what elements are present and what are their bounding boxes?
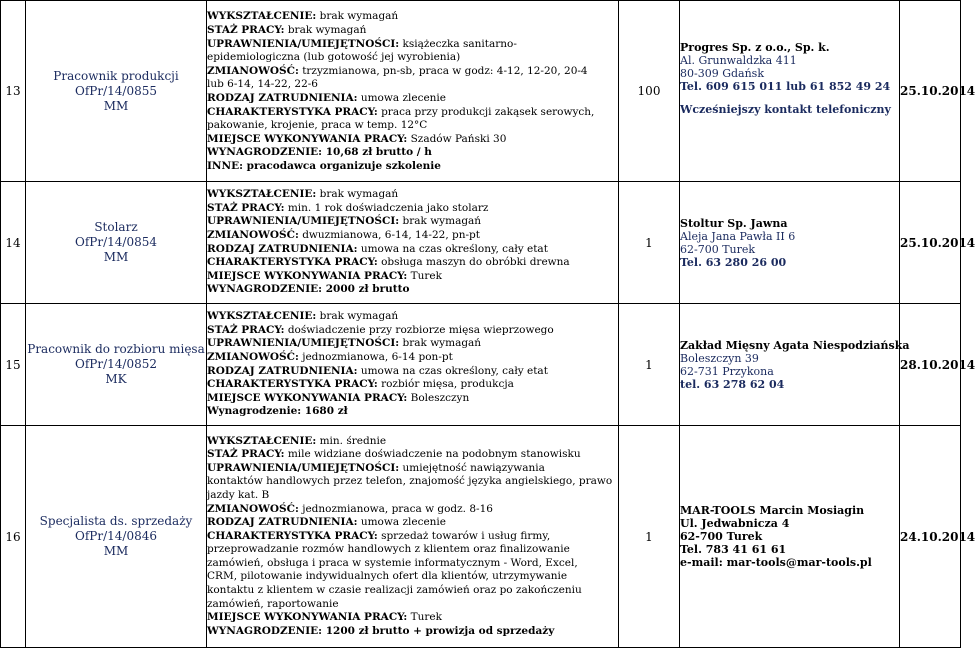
- req-label: WYKSZTAŁCENIE:: [207, 434, 317, 447]
- employer-phone: Tel. 783 41 61 61: [680, 543, 787, 556]
- req-value: umiejętność nawiązywania: [399, 461, 545, 474]
- req-label: WYNAGRODZENIE:: [207, 146, 323, 159]
- req-line: [207, 146, 618, 160]
- offer-number: 13: [1, 1, 26, 182]
- req-value: brak wymagań: [399, 215, 482, 228]
- req-line: [207, 516, 618, 530]
- vacancy-count: 100: [619, 1, 680, 182]
- req-line: [207, 462, 618, 476]
- req-value: epidemiologiczna (lub gotowość jej wyrobienia): [207, 51, 461, 64]
- requirements-cell: [207, 304, 619, 426]
- req-value: brak wymagań: [399, 337, 482, 350]
- employer-cell: [680, 426, 900, 648]
- req-value: umowa na czas określony, cały etat: [357, 242, 548, 255]
- offer-code: OfPr/14/0852: [75, 357, 157, 371]
- req-line: [207, 365, 618, 379]
- req-label: UPRAWNIENIA/UMIEJĘTNOŚCI:: [207, 461, 400, 474]
- req-line: [207, 543, 618, 557]
- employer-note: Wcześniejszy kontakt telefoniczny: [680, 103, 891, 116]
- req-label: MIEJSCE WYKONYWANIA PRACY:: [207, 269, 408, 282]
- req-label: WYKSZTAŁCENIE:: [207, 310, 317, 323]
- advisor-initials: MM: [103, 544, 129, 558]
- position-cell: [26, 426, 207, 648]
- employer-city: 62-731 Przykona: [680, 364, 774, 378]
- employer-street: Al. Grunwaldzka 411: [680, 54, 797, 67]
- req-value: brak wymagań: [316, 310, 399, 323]
- employer-street: Boleszczyn 39: [680, 351, 759, 365]
- req-label: ZMIANOWOŚĆ:: [207, 350, 299, 363]
- position-title: Specjalista ds. sprzedaży: [39, 514, 193, 528]
- req-value: umowa zlecenie: [357, 92, 446, 104]
- req-label: ZMIANOWOŚĆ:: [207, 502, 299, 515]
- req-line: [207, 229, 618, 243]
- employer-email: e-mail: mar-tools@mar-tools.pl: [680, 556, 872, 569]
- req-line: [207, 270, 618, 284]
- requirements-cell: [207, 182, 619, 304]
- req-value: kontaktu z klientem w czasie realizacji zamówień oraz po zakończeniu: [207, 584, 582, 597]
- req-line: [207, 378, 618, 392]
- req-line: [207, 489, 618, 503]
- req-line: [207, 625, 618, 639]
- req-value: Boleszczyn: [407, 391, 470, 404]
- req-line: [207, 188, 618, 202]
- offer-date: 25.10.2014: [900, 182, 961, 304]
- req-value: obsługa maszyn do obróbki drewna: [377, 256, 570, 269]
- req-line: [207, 351, 618, 365]
- req-value: doświadczenie przy rozbiorze mięsa wieprzowego: [284, 323, 554, 336]
- employer-phone: Tel. 63 280 26 00: [680, 255, 787, 269]
- req-value: zamówień, raportowanie: [207, 597, 339, 610]
- req-value: książeczka sanitarno-: [399, 37, 517, 50]
- req-label: RODZAJ ZATRUDNIENIA:: [207, 364, 358, 377]
- position-cell: [26, 1, 207, 182]
- position-cell: [26, 182, 207, 304]
- req-label: STAŻ PRACY:: [207, 201, 285, 214]
- req-line: [207, 475, 618, 489]
- req-value: dwuzmianowa, 6-14, 14-22, pn-pt: [298, 228, 480, 241]
- req-line: [207, 611, 618, 625]
- req-line: [207, 435, 618, 449]
- req-line: [207, 119, 618, 133]
- req-line: [207, 283, 618, 297]
- employer-name: Zakład Mięsny Agata Niespodziańska: [680, 338, 910, 352]
- req-value: pracodawca organizuje szkolenie: [243, 159, 441, 172]
- req-line: [207, 503, 618, 517]
- position-cell: [26, 304, 207, 426]
- employer-city: 62-700 Turek: [680, 530, 763, 543]
- req-value: 10,68 zł brutto / h: [322, 146, 432, 159]
- req-line: [207, 24, 618, 38]
- req-label: WYNAGRODZENIE:: [207, 624, 323, 637]
- employer-street: Ul. Jedwabnicza 4: [680, 517, 790, 530]
- req-line: [207, 38, 618, 52]
- req-line: [207, 557, 618, 571]
- req-value: jednozmianowa, 6-14 pon-pt: [298, 350, 453, 363]
- req-value: 2000 zł brutto: [322, 283, 410, 296]
- req-label: STAŻ PRACY:: [207, 323, 285, 336]
- req-line: [207, 65, 618, 79]
- req-line: [207, 243, 618, 257]
- req-line: [207, 448, 618, 462]
- req-value: Turek: [407, 269, 442, 282]
- req-label: WYKSZTAŁCENIE:: [207, 10, 317, 23]
- employer-city: 62-700 Turek: [680, 242, 756, 256]
- req-line: [207, 106, 618, 120]
- offer-date: 28.10.2014: [900, 304, 961, 426]
- req-label: ZMIANOWOŚĆ:: [207, 64, 299, 77]
- req-value: CRM, pilotowanie indywidualnych ofert dla klientów, utrzymywanie: [207, 570, 568, 583]
- employer-phone: tel. 63 278 62 04: [680, 377, 785, 391]
- req-label: Wynagrodzenie:: [207, 405, 302, 418]
- req-label: INNE:: [207, 159, 243, 172]
- table-row: [1, 182, 961, 304]
- advisor-initials: MM: [103, 250, 129, 264]
- req-value: trzyzmianowa, pn-sb, praca w godz: 4-12, 12-20, 20-4: [298, 64, 588, 77]
- req-value: brak wymagań: [316, 188, 399, 201]
- req-value: umowa zlecenie: [357, 516, 446, 529]
- employer-name: Stoltur Sp. Jawna: [680, 216, 788, 230]
- req-line: [207, 202, 618, 216]
- req-value: brak wymagań: [316, 10, 399, 23]
- req-value: sprzedaż towarów i usług firmy,: [377, 529, 551, 542]
- offer-number: 14: [1, 182, 26, 304]
- req-value: 1680 zł: [301, 405, 348, 418]
- req-value: praca przy produkcji zakąsek serowych,: [377, 105, 595, 118]
- employer-phone: Tel. 609 615 011 lub 61 852 49 24: [680, 80, 891, 93]
- req-value: rozbiór mięsa, produkcja: [377, 378, 514, 391]
- req-label: CHARAKTERYSTYKA PRACY:: [207, 529, 378, 542]
- req-label: UPRAWNIENIA/UMIEJĘTNOŚCI:: [207, 37, 400, 50]
- req-label: MIEJSCE WYKONYWANIA PRACY:: [207, 132, 408, 145]
- req-line: [207, 133, 618, 147]
- advisor-initials: MK: [105, 372, 127, 386]
- employer-name: Progres Sp. z o.o., Sp. k.: [680, 41, 830, 54]
- vacancy-count: 1: [619, 304, 680, 426]
- req-value: umowa na czas określony, cały etat: [357, 364, 548, 377]
- req-label: STAŻ PRACY:: [207, 24, 285, 37]
- req-label: UPRAWNIENIA/UMIEJĘTNOŚCI:: [207, 337, 400, 350]
- req-value: przeprowadzanie rozmów handlowych z klientem oraz finalizowanie: [207, 543, 570, 556]
- req-line: [207, 570, 618, 584]
- req-value: Turek: [407, 611, 442, 624]
- req-line: [207, 598, 618, 612]
- req-value: brak wymagań: [284, 24, 367, 37]
- offer-date: 25.10.2014: [900, 1, 961, 182]
- offer-code: OfPr/14/0855: [75, 83, 157, 98]
- req-line: [207, 405, 618, 419]
- req-label: MIEJSCE WYKONYWANIA PRACY:: [207, 391, 408, 404]
- requirements-cell: [207, 1, 619, 182]
- employer-cell: [680, 182, 900, 304]
- table-row: [1, 1, 961, 182]
- req-value: lub 6-14, 14-22, 22-6: [207, 78, 318, 91]
- table-row: [1, 304, 961, 426]
- req-label: WYNAGRODZENIE:: [207, 283, 323, 296]
- offer-date: 24.10.2014: [900, 426, 961, 648]
- req-label: CHARAKTERYSTYKA PRACY:: [207, 378, 378, 391]
- req-label: CHARAKTERYSTYKA PRACY:: [207, 256, 378, 269]
- req-value: jednozmianowa, praca w godz. 8-16: [298, 502, 493, 515]
- req-line: [207, 310, 618, 324]
- req-line: [207, 337, 618, 351]
- employer-city: 80-309 Gdańsk: [680, 67, 764, 80]
- req-label: MIEJSCE WYKONYWANIA PRACY:: [207, 611, 408, 624]
- req-value: kontaktów handlowych przez telefon, znajomość języka angielskiego, prawo: [207, 475, 613, 488]
- position-title: Pracownik do rozbioru mięsa: [27, 342, 205, 356]
- employer-cell: [680, 1, 900, 182]
- req-value: min. średnie: [316, 434, 387, 447]
- position-title: Pracownik produkcji: [53, 68, 179, 83]
- req-label: UPRAWNIENIA/UMIEJĘTNOŚCI:: [207, 215, 400, 228]
- req-line: [207, 51, 618, 65]
- vacancy-count: 1: [619, 182, 680, 304]
- req-line: [207, 584, 618, 598]
- req-value: min. 1 rok doświadczenia jako stolarz: [284, 201, 489, 214]
- position-title: Stolarz: [94, 220, 138, 234]
- req-value: mile widziane doświadczenie na podobnym stanowisku: [284, 448, 581, 461]
- req-label: RODZAJ ZATRUDNIENIA:: [207, 242, 358, 255]
- req-value: pakowanie, krojenie, praca w temp. 12°C: [207, 119, 428, 132]
- requirements-cell: [207, 426, 619, 648]
- req-label: RODZAJ ZATRUDNIENIA:: [207, 92, 358, 104]
- req-line: [207, 256, 618, 270]
- employer-name: MAR-TOOLS Marcin Mosiagin: [680, 504, 865, 517]
- advisor-initials: MM: [103, 98, 129, 113]
- req-label: CHARAKTERYSTYKA PRACY:: [207, 105, 378, 118]
- spacer: [680, 93, 899, 103]
- req-line: [207, 530, 618, 544]
- req-value: 1200 zł brutto + prowizja od sprzedaży: [322, 624, 555, 637]
- req-value: zamówień, obsługa i praca w systemie informatycznym - Word, Excel,: [207, 556, 578, 569]
- req-line: [207, 92, 618, 106]
- employer-street: Aleja Jana Pawła II 6: [680, 229, 796, 243]
- req-line: [207, 215, 618, 229]
- employer-cell: [680, 304, 910, 426]
- req-label: WYKSZTAŁCENIE:: [207, 188, 317, 201]
- table-row: [1, 426, 961, 648]
- req-line: [207, 78, 618, 92]
- req-line: [207, 10, 618, 24]
- offer-code: OfPr/14/0846: [75, 529, 157, 543]
- req-label: ZMIANOWOŚĆ:: [207, 228, 299, 241]
- req-line: [207, 392, 618, 406]
- req-line: [207, 160, 618, 174]
- req-label: STAŻ PRACY:: [207, 448, 285, 461]
- vacancy-count: 1: [619, 426, 680, 648]
- offer-code: OfPr/14/0854: [75, 235, 157, 249]
- req-label: RODZAJ ZATRUDNIENIA:: [207, 516, 358, 529]
- req-value: jazdy kat. B: [207, 488, 270, 501]
- offer-number: 16: [1, 426, 26, 648]
- req-value: Szadów Pański 30: [407, 132, 507, 145]
- offer-number: 15: [1, 304, 26, 426]
- req-line: [207, 324, 618, 338]
